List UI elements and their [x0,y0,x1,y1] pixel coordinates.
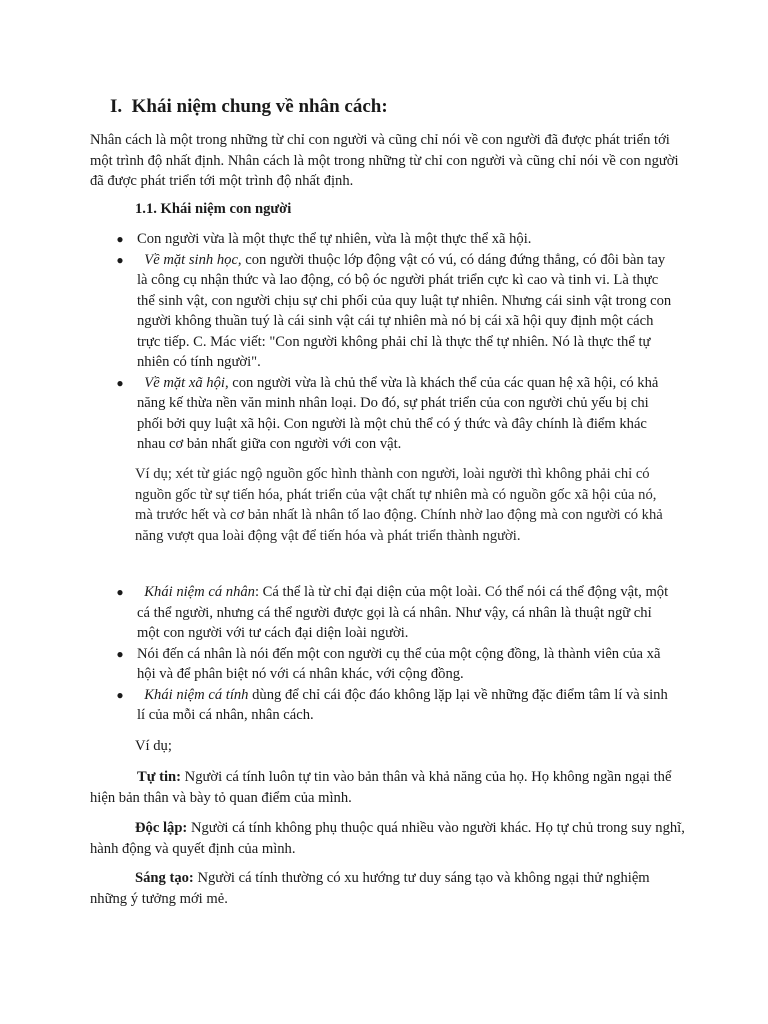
list-item-text: Nói đến cá nhân là nói đến một con người cụ thể của một cộng đồng, là thành viên của xã hội và để phân biệt nó với cá nhân khác, với cộng đồng. [137,645,661,682]
trait-label: Độc lập: [135,820,188,836]
trait-paragraph [90,818,690,859]
list-item-emphasis: Khái niệm cá tính [144,686,249,703]
bullet-icon: ● [116,252,124,267]
bullet-icon: ● [116,232,124,246]
list-item [116,685,677,726]
trait-label: Sáng tạo: [135,870,194,886]
list-item-text: con người thuộc lớp động vật có vú, có dáng đứng thẳng, có đôi bàn tay là công cụ nhận thức và lao động, có bộ óc người phát triển cực kì cao và tinh vi. Là thực thể sinh vật, con người chịu sự chi phối của quy luật tự nhiên. Nhưng cái sinh vật trong con người không thuần tuý là cái sinh vật cái tự nhiên mà nó bị cái xã hội quy định một cách trực tiếp. C. Mác viết: "Con người không phải chỉ là thực thể tự nhiên. Nó là thực thể tự nhiên có tính người". [137,251,672,370]
trait-label: Tự tin: [137,769,182,785]
list-item [116,229,677,250]
trait-paragraph [90,868,690,909]
concept-list [116,229,677,455]
section-title: Khái niệm chung về nhân cách: [131,96,388,117]
list-item [116,373,677,455]
bullet-icon: ● [116,687,124,702]
list-item-text: Con người vừa là một thực thể tự nhiên, vừa là một thực thể xã hội. [137,231,532,247]
trait-text: Người cá tính không phụ thuộc quá nhiều vào người khác. Họ tự chủ trong suy nghĩ, hành động và quyết định của mình. [90,820,685,857]
section-number: I. [110,96,123,117]
trait-paragraph [90,767,690,808]
example-label: Ví dụ; [135,738,172,754]
list-item-text: : Cá thể là từ chỉ đại diện của một loài. Có thể nói cá thể động vật, một cá thể người, nhưng cá thể người được gọi là cá nhân. Như vậy, cá nhân là thuật ngữ chỉ một con người với tư cách đại diện loài người. [137,584,669,641]
individual-list [116,582,677,726]
trait-text: Người cá tính thường có xu hướng tư duy sáng tạo và không ngại thử nghiệm những ý tưởng mới mẻ. [90,870,650,907]
intro-paragraph: Nhân cách là một trong những từ chỉ con người và cũng chỉ nói về con người đã được phát triển tới một trình độ nhất định. Nhân cách là một trong những từ chỉ con người và cũng chỉ nói về con người đã được phát triển tới một trình độ nhất định. [90,132,679,189]
example-paragraph: Ví dụ; xét từ giác ngộ nguồn gốc hình thành con người, loài người thì không phải chỉ có nguồn gốc từ sự tiến hóa, phát triển của vật chất tự nhiên mà có nguồn gốc xã hội của nó, mà trước hết và cơ bản nhất là nhân tố lao động. Chính nhờ lao động mà con người có khả năng vượt qua loài động vật để tiến hóa và phát triển thành người. [135,466,663,544]
bullet-icon: ● [116,646,124,661]
list-item [116,644,677,685]
list-item [116,250,677,373]
list-item-text: , con người vừa là chủ thể vừa là khách thể của các quan hệ xã hội, có khả năng kế thừa nền văn minh nhân loại. Do đó, sự phát triển của con người chủ yếu bị chi phối bởi quy luật xã hội. Con người là một chủ thể có ý thức và đây chính là điểm khác nhau cơ bản nhất giữa con người với con vật. [137,374,659,452]
list-item-emphasis: Về mặt xã hội [144,374,225,391]
list-item [116,582,677,644]
list-item-text: dùng để chỉ cái độc đáo không lặp lại về những đặc điểm tâm lí và sinh lí của mỗi cá nhân, nhân cách. [137,686,668,723]
sub-heading: 1.1. Khái niệm con người [135,201,292,217]
bullet-icon: ● [116,375,124,390]
list-item-emphasis: Về mặt sinh học, [144,251,242,268]
bullet-icon: ● [116,585,124,599]
section-heading [110,95,388,119]
list-item-emphasis: Khái niệm cá nhân [144,584,255,600]
trait-text: Người cá tính luôn tự tin vào bản thân và khả năng của họ. Họ không ngần ngại thể hiện bản thân và bày tỏ quan điểm của mình. [90,769,672,806]
